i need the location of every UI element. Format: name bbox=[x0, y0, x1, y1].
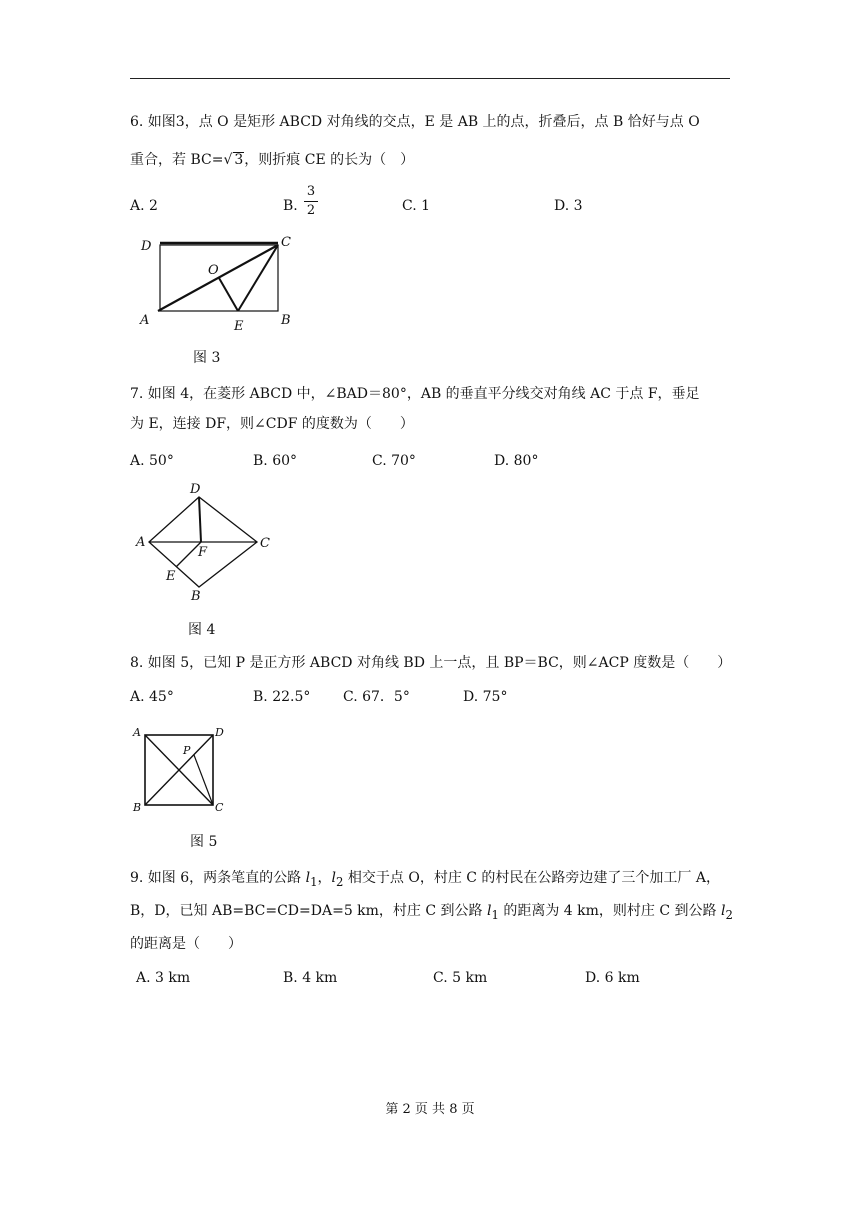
q9-text-2a: B，D，已知 AB=BC=CD=DA=5 km，村庄 C 到公路 bbox=[130, 903, 487, 919]
q9-text-line3: 的距离是（ ） bbox=[130, 936, 242, 952]
figure-3-caption: 图 3 bbox=[193, 350, 221, 366]
figure-4-caption: 图 4 bbox=[188, 622, 216, 638]
label-p: P bbox=[183, 744, 191, 757]
label-b: B bbox=[281, 313, 291, 328]
segment-cp bbox=[194, 755, 213, 805]
header-rule bbox=[130, 78, 730, 79]
q7-option-c: C. 70° bbox=[372, 453, 416, 469]
label-e: E bbox=[166, 569, 176, 584]
label-c: C bbox=[281, 235, 291, 250]
q7-option-d: D. 80° bbox=[494, 453, 539, 469]
q6-radicand: 3 bbox=[234, 152, 244, 168]
label-e: E bbox=[234, 319, 244, 334]
q9-option-a: A. 3 km bbox=[136, 970, 191, 986]
q9-option-c: C. 5 km bbox=[433, 970, 488, 986]
road-l-symbol: l bbox=[487, 903, 492, 919]
q9-option-d: D. 6 km bbox=[585, 970, 640, 986]
label-f: F bbox=[198, 545, 208, 560]
q8-option-c: C. 67．5° bbox=[343, 689, 410, 705]
q8-option-a: A. 45° bbox=[130, 689, 174, 705]
q9-text-2b: 的距离为 4 km，则村庄 C 到公路 bbox=[498, 903, 721, 919]
q7-text-line2: 为 E，连接 DF，则∠CDF 的度数为（ ） bbox=[130, 416, 414, 432]
road-l-symbol: l bbox=[331, 870, 337, 886]
road-l-symbol: l bbox=[305, 870, 311, 886]
q6-option-b-fraction bbox=[304, 184, 318, 219]
subscript-2: 2 bbox=[336, 874, 344, 889]
label-o: O bbox=[208, 263, 219, 278]
label-d: D bbox=[190, 482, 201, 497]
figure-4 bbox=[130, 480, 280, 605]
q6-option-c: C. 1 bbox=[402, 198, 431, 214]
subscript-1: 1 bbox=[491, 907, 499, 922]
q8-option-d: D. 75° bbox=[463, 689, 508, 705]
label-d: D bbox=[215, 726, 224, 739]
q9-text-1a: 9. 如图 6，两条笔直的公路 bbox=[130, 870, 306, 886]
fraction-numerator: 3 bbox=[306, 184, 316, 199]
label-b: B bbox=[133, 801, 142, 814]
road-l-symbol: l bbox=[721, 903, 726, 919]
fraction-bar bbox=[304, 201, 318, 202]
q8-option-b: B. 22.5° bbox=[253, 689, 311, 705]
q9-text-line1 bbox=[130, 868, 720, 892]
diagonal-ac bbox=[158, 245, 278, 311]
label-a: A bbox=[133, 726, 141, 739]
fraction-denominator: 2 bbox=[306, 203, 316, 218]
q9-text-1b: 相交于点 O，村庄 C 的村民在公路旁边建了三个加工厂 A， bbox=[343, 870, 720, 886]
label-d: D bbox=[141, 239, 152, 254]
q6-option-b-label: B. bbox=[283, 198, 298, 214]
q9-option-b: B. 4 km bbox=[283, 970, 338, 986]
q7-option-b: B. 60° bbox=[253, 453, 298, 469]
label-a: A bbox=[140, 313, 150, 328]
q7-option-a: A. 50° bbox=[130, 453, 174, 469]
segment-oe bbox=[219, 278, 238, 311]
q6-text-line2 bbox=[130, 150, 414, 170]
q6-text-pre: 重合，若 BC= bbox=[130, 152, 224, 168]
figure-5 bbox=[130, 722, 235, 817]
q6-option-d: D. 3 bbox=[554, 198, 583, 214]
label-b: B bbox=[191, 589, 201, 604]
segment-df bbox=[199, 497, 201, 542]
label-c: C bbox=[215, 801, 224, 814]
subscript-1: 1 bbox=[310, 874, 318, 889]
sqrt-sign: √ bbox=[223, 152, 233, 168]
label-c: C bbox=[260, 536, 270, 551]
page-footer: 第 2 页 共 8 页 bbox=[385, 1102, 475, 1117]
q6-text-line1: 6. 如图3，点 O 是矩形 ABCD 对角线的交点，E 是 AB 上的点，折叠后，点 B 恰好与点 O bbox=[130, 114, 700, 130]
q9-text-line2 bbox=[130, 901, 733, 925]
subscript-2: 2 bbox=[725, 907, 733, 922]
q8-text-line1: 8. 如图 5，已知 P 是正方形 ABCD 对角线 BD 上一点，且 BP＝BC，则∠ACP 度数是（ ） bbox=[130, 655, 732, 671]
figure-3 bbox=[135, 230, 305, 340]
figure-5-caption: 图 5 bbox=[190, 834, 218, 850]
label-a: A bbox=[136, 535, 146, 550]
q6-option-a: A. 2 bbox=[130, 198, 158, 214]
q6-text-post: ，则折痕 CE 的长为（ ） bbox=[244, 152, 415, 168]
q7-text-line1: 7. 如图 4，在菱形 ABCD 中，∠BAD＝80°，AB 的垂直平分线交对角线 AC 于点 F，垂足 bbox=[130, 386, 700, 402]
q9-separator: ， bbox=[317, 870, 332, 886]
